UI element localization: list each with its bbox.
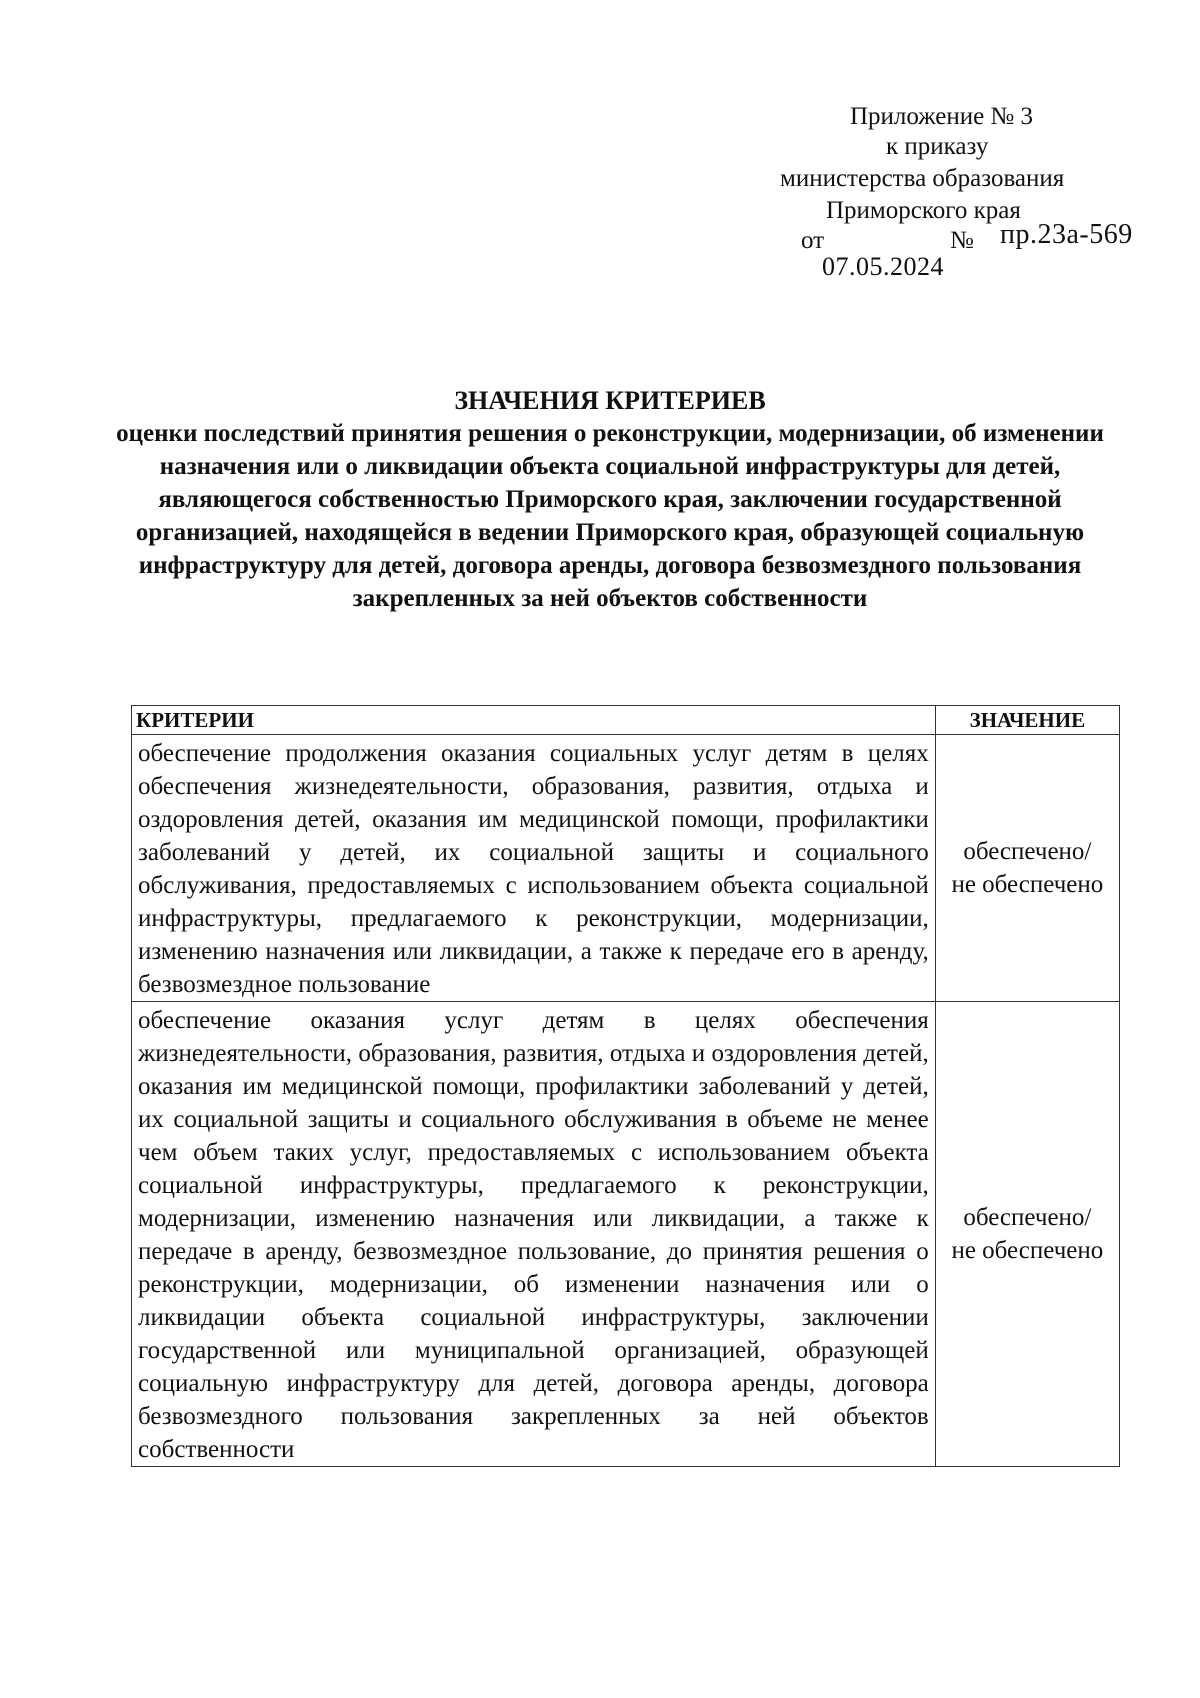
order-date: 07.05.2024 — [822, 252, 944, 281]
header-criteria: КРИТЕРИИ — [132, 706, 936, 735]
appendix-date-prefix: от — [801, 227, 825, 254]
appendix-order-ref: к приказу — [886, 133, 989, 160]
header-value: ЗНАЧЕНИЕ — [935, 706, 1119, 735]
criteria-table — [131, 705, 1120, 1467]
criterion-cell: обеспечение оказания услуг детям в целях обеспечения жизнедеятельности, образования, развития, отдыха и оздоровления детей, оказания им медицинской помощи, профилактики заболеваний у детей, их социальной защиты и социального обслуживания в объеме не менее чем объем таких услуг, предоставляемых с использованием объекта социальной инфраструктуры, предлагаемого к реконструкции, модернизации, изменению назначения или ликвидации, а также к передаче в аренду, безвозмездное пользование, до принятия решения о реконструкции, модернизации, об изменении назначения или о ликвидации объекта социальной инфраструктуры, заключении государственной или муниципальной организацией, образующей социальную инфраструктуру для детей, договора аренды, договора безвозмездного пользования закрепленных за ней объектов собственности — [132, 1002, 936, 1467]
document-title — [100, 384, 1120, 615]
title-heading: ЗНАЧЕНИЯ КРИТЕРИЕВ — [454, 386, 766, 415]
criterion-cell: обеспечение продолжения оказания социальных услуг детям в целях обеспечения жизнедеятельности, образования, развития, отдыха и оздоровления детей, оказания им медицинской помощи, профилактики заболеваний у детей, их социальной защиты и социального обслуживания, предоставляемых с использованием объекта социальной инфраструктуры, предлагаемого к реконструкции, модернизации, изменению назначения или ликвидации, а также к передаче его в аренду, безвозмездное пользование — [132, 735, 936, 1002]
table-header-row — [132, 706, 1120, 735]
value-line: не обеспечено — [951, 1237, 1104, 1264]
table-row — [132, 735, 1120, 1002]
appendix-number-sign: № — [950, 227, 974, 254]
title-subheading: оценки последствий принятия решения о реконструкции, модернизации, об изменении назначения или о ликвидации объекта социальной инфраструктуры для детей, являющегося собственностью Приморского края, заключении государственной организацией, находящейся в ведении Приморского края, образующей социальную инфраструктуру для детей, договора аренды, договора безвозмездного пользования закрепленных за ней объектов собственности — [116, 420, 1104, 612]
value-line: обеспечено/ — [963, 838, 1092, 865]
value-line: не обеспечено — [951, 871, 1104, 898]
value-cell — [935, 735, 1119, 1002]
value-line: обеспечено/ — [963, 1204, 1092, 1231]
appendix-ministry: министерства образования — [780, 165, 1065, 192]
table-row — [132, 1002, 1120, 1467]
value-cell — [935, 1002, 1119, 1467]
order-number: пр.23а-569 — [1000, 219, 1133, 250]
appendix-region: Приморского края — [826, 197, 1021, 224]
appendix-number: Приложение № 3 — [850, 103, 1034, 130]
